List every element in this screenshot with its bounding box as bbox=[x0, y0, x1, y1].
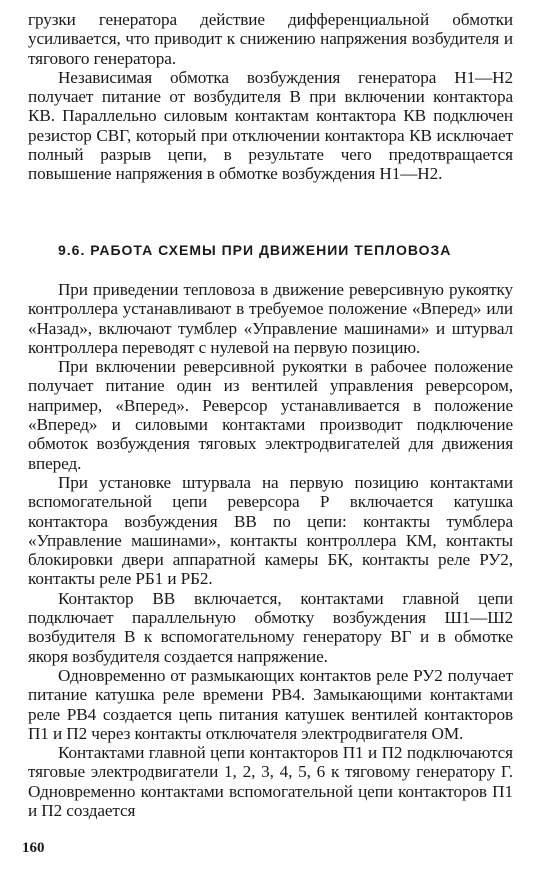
paragraph: Одновременно от размыкающих контактов реле РУ2 получает питание катушка реле времени РВ4. Замыкающими контактами реле РВ4 создается цепь питания катушек вентилей контакторов П1 и П2 через контакты отключателя электродвигателя ОМ. bbox=[28, 665, 513, 743]
page-number: 160 bbox=[22, 840, 45, 856]
paragraph: При установке штурвала на первую позицию контактами вспомогательной цепи реверсора Р включается катушка контактора возбуждения ВВ по цепи: контакты тумблера «Управление машинами», контакты контроллера КМ, контакты блокировки двери аппаратной камеры БК, контакты реле РУ2, контакты реле РБ1 и РБ2. bbox=[28, 472, 513, 589]
paragraph: грузки генератора действие дифференциальной обмотки усиливается, что приводит к снижению напряжения возбудителя и тягового генератора. bbox=[28, 10, 513, 68]
paragraph: Независимая обмотка возбуждения генератора Н1—Н2 получает питание от возбудителя В при включении контактора КВ. Параллельно силовым контактам контактора КВ подключен резистор СВГ, который при отключении контактора КВ исключает полный разрыв цепи, в результате чего предотвращается повышение напряжения в обмотке возбуждения Н1—Н2. bbox=[28, 67, 513, 184]
paragraph: Контактами главной цепи контакторов П1 и П2 подключаются тяговые электродвигатели 1, 2, 3, 4, 5, 6 к тяговому генератору Г. Одновременно контактами вспомогательной цепи контакторов П1 и П2 создается bbox=[28, 743, 513, 821]
paragraph: Контактор ВВ включается, контактами главной цепи подключает параллельную обмотку возбуждения Ш1—Ш2 возбудителя В к вспомогательному генератору ВГ и в обмотке якоря возбудителя создается напряжение. bbox=[28, 588, 513, 666]
paragraph: При приведении тепловоза в движение реверсивную рукоятку контроллера устанавливают в требуемое положение «Вперед» или «Назад», включают тумблер «Управление машинами» и штурвал контроллера переводят с нулевой на первую позицию. bbox=[28, 280, 513, 357]
main-text-block bbox=[28, 280, 513, 820]
top-text-block bbox=[28, 10, 513, 184]
paragraph: При включении реверсивной рукоятки в рабочее положение получает питание один из вентилей управления реверсором, например, «Вперед». Реверсор устанавливается в положение «Вперед» и силовыми контактами производит подключение обмоток возбуждения тяговых электродвигателей для движения вперед. bbox=[28, 357, 513, 473]
section-heading: 9.6. РАБОТА СХЕМЫ ПРИ ДВИЖЕНИИ ТЕПЛОВОЗА bbox=[58, 242, 452, 258]
